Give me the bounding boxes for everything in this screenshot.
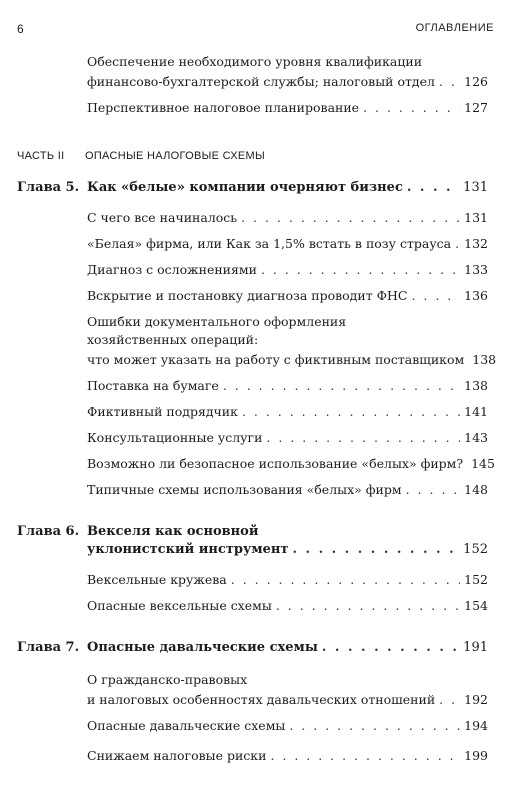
toc-entry[interactable]: [87, 74, 488, 90]
toc-entry-pre: Ошибки документального оформления: [87, 314, 347, 329]
leader-dots: [455, 236, 460, 252]
toc-entry[interactable]: [87, 288, 488, 304]
leader-dots: [439, 692, 460, 708]
toc-entry-title: «Белая» фирма, или Как за 1,5% встать в позу страуса: [87, 236, 452, 251]
leader-dots: [439, 74, 460, 90]
leader-dots: [223, 378, 460, 394]
leader-dots: [322, 640, 459, 656]
toc-entry-page: 152: [464, 572, 488, 587]
toc-entry-title: Фиктивный подрядчик: [87, 404, 238, 419]
toc-entry-title: Поставка на бумаге: [87, 378, 219, 393]
toc-entry[interactable]: [87, 378, 488, 394]
chapter-title: Как «белые» компании очерняют бизнес: [87, 180, 403, 195]
toc-entry[interactable]: [87, 210, 488, 226]
chapter-label: Глава 5.: [17, 180, 80, 195]
toc-entry-page: 141: [464, 404, 488, 419]
toc-entry-title: и налоговых особенностях давальческих отношений: [87, 692, 436, 707]
chapter-title: Опасные давальческие схемы: [87, 640, 318, 655]
toc-entry[interactable]: [87, 748, 488, 764]
toc-entry[interactable]: [87, 262, 488, 278]
leader-dots: [231, 572, 460, 588]
toc-entry-title: Диагноз с осложнениями: [87, 262, 257, 277]
chapter-title-pre: Векселя как основной: [87, 524, 259, 539]
leader-dots: [289, 718, 460, 734]
chapter-page: 131: [463, 180, 488, 195]
chapter-title: уклонистский инструмент: [87, 542, 289, 557]
page-number: 6: [17, 22, 24, 36]
toc-entry[interactable]: [87, 236, 488, 252]
leader-dots: [406, 482, 461, 498]
toc-entry[interactable]: [87, 456, 495, 472]
leader-dots: [363, 100, 460, 116]
leader-dots: [261, 262, 460, 278]
toc-entry-page: 127: [464, 100, 488, 115]
leader-dots: [292, 542, 459, 558]
toc-entry[interactable]: [87, 352, 497, 368]
toc-entry-page: 199: [464, 748, 488, 763]
leader-dots: [242, 404, 460, 420]
part-title: ОПАСНЫЕ НАЛОГОВЫЕ СХЕМЫ: [85, 150, 266, 162]
toc-entry[interactable]: [87, 430, 488, 446]
chapter-page: 191: [463, 640, 488, 655]
toc-entry-page: 143: [464, 430, 488, 445]
toc-entry[interactable]: [87, 404, 488, 420]
toc-entry[interactable]: [87, 100, 488, 116]
leader-dots: [266, 430, 460, 446]
part-label: ЧАСТЬ II: [17, 150, 65, 162]
toc-entry-title: Перспективное налоговое планирование: [87, 100, 360, 115]
toc-entry-pre: Обеспечение необходимого уровня квалификации: [87, 54, 423, 69]
leader-dots: [276, 598, 460, 614]
toc-entry[interactable]: [87, 482, 488, 498]
toc-entry-title: Возможно ли безопасное использование «белых» фирм?: [87, 456, 464, 471]
toc-entry-pre: хозяйственных операций:: [87, 332, 259, 347]
leader-dots: [411, 288, 460, 304]
toc-entry-title: Опасные давальческие схемы: [87, 718, 286, 733]
toc-entry-page: 131: [464, 210, 488, 225]
toc-entry-title: Опасные вексельные схемы: [87, 598, 272, 613]
chapter-page: 152: [463, 542, 488, 557]
leader-dots: [270, 748, 460, 764]
chapter-entry[interactable]: [87, 180, 488, 196]
toc-entry[interactable]: [87, 572, 488, 588]
toc-entry-page: 136: [464, 288, 488, 303]
toc-entry-page: 192: [464, 692, 488, 707]
toc-entry-page: 145: [471, 456, 495, 471]
toc-entry-page: 138: [464, 378, 488, 393]
toc-entry[interactable]: [87, 692, 488, 708]
toc-entry-title: финансово-бухгалтерской службы; налоговый отдел: [87, 74, 435, 89]
running-head: ОГЛАВЛЕНИЕ: [415, 22, 494, 34]
toc-entry-title: что может указать на работу с фиктивным поставщиком: [87, 352, 465, 367]
toc-entry-title: Типичные схемы использования «белых» фирм: [87, 482, 402, 497]
toc-entry-title: Консультационные услуги: [87, 430, 263, 445]
toc-entry-page: 138: [472, 352, 497, 367]
toc-entry-title: Вексельные кружева: [87, 572, 227, 587]
chapter-label: Глава 6.: [17, 524, 80, 539]
toc-entry-page: 132: [464, 236, 488, 251]
toc-entry-title: С чего все начиналось: [87, 210, 238, 225]
chapter-entry[interactable]: [87, 640, 488, 656]
leader-dots: [407, 180, 459, 196]
chapter-label: Глава 7.: [17, 640, 80, 655]
toc-entry-page: 154: [464, 598, 488, 613]
chapter-entry[interactable]: [87, 542, 488, 558]
toc-entry-pre: О гражданско-правовых: [87, 672, 248, 687]
toc-entry-page: 194: [464, 718, 488, 733]
toc-entry-page: 133: [464, 262, 488, 277]
part-heading: [17, 150, 266, 162]
toc-entry[interactable]: [87, 598, 488, 614]
toc-entry[interactable]: [87, 718, 488, 734]
leader-dots: [241, 210, 460, 226]
toc-entry-title: Снижаем налоговые риски: [87, 748, 267, 763]
toc-entry-title: Вскрытие и постановку диагноза проводит ФНС: [87, 288, 408, 303]
toc-entry-page: 148: [464, 482, 488, 497]
toc-entry-page: 126: [464, 74, 488, 89]
